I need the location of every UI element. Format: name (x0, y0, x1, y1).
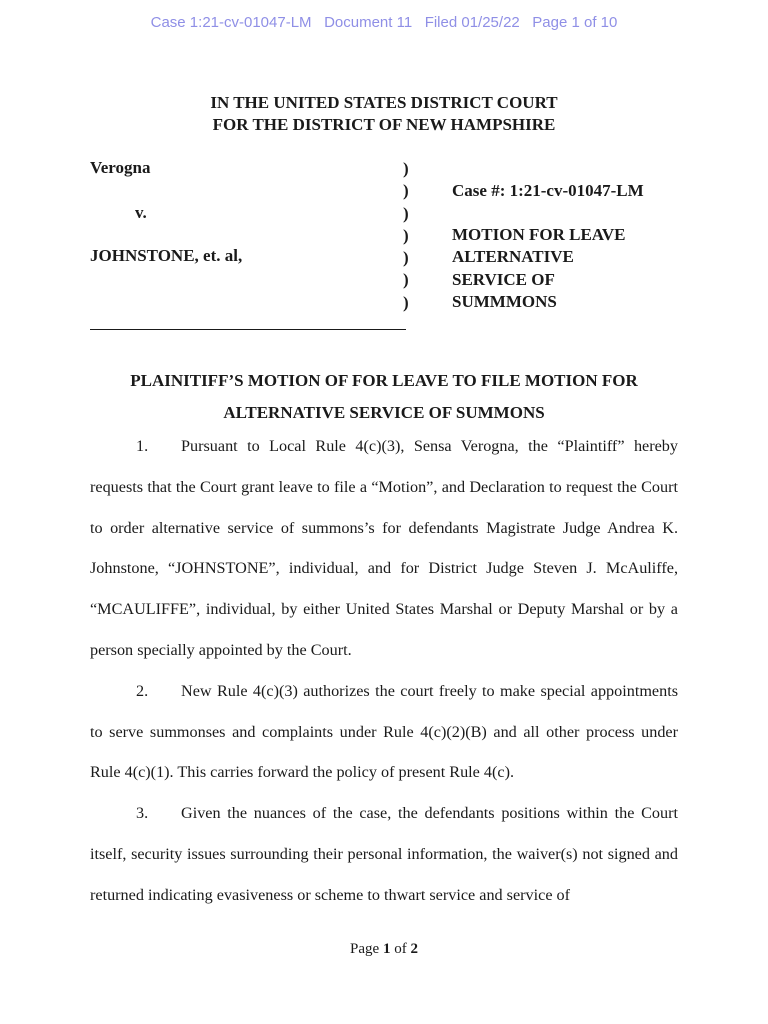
caption-motion-line: ALTERNATIVE (452, 247, 574, 267)
footer-page-word: Page (350, 941, 380, 957)
paragraph-number: 1. (136, 437, 149, 455)
caption-paren: ) (403, 248, 409, 268)
paragraph-number: 2. (136, 681, 149, 700)
ecf-filing-header (0, 14, 768, 31)
caption-paren: ) (403, 270, 409, 290)
numbered-paragraph (90, 671, 678, 793)
caption-versus: v. (135, 203, 147, 222)
paragraph-text: Given the nuances of the case, the defendants positions within the Court itself, security issues surrounding their personal information, the waiver(s) not signed and returned indicating evasiveness or scheme to thwart service and service of (90, 804, 678, 904)
caption-paren-column (403, 158, 409, 314)
caption-paren: ) (403, 181, 409, 201)
caption-defendant: JOHNSTONE, et. al, (90, 246, 243, 265)
motion-title (0, 365, 768, 429)
page-footer (0, 941, 768, 958)
numbered-paragraph (90, 426, 678, 671)
caption-motion-line: SERVICE OF (452, 269, 555, 289)
caption-case-number: Case #: 1:21-cv-01047-LM (452, 181, 644, 200)
court-title-line-1: IN THE UNITED STATES DISTRICT COURT (210, 93, 558, 112)
court-title (0, 92, 768, 136)
paragraph-text: New Rule 4(c)(3) authorizes the court freely to make special appointments to serve summonses and complaints under Rule 4(c)(2)(B) and all other process under Rule 4(c)(1). This carries forward the policy of present Rule 4(c). (90, 681, 678, 782)
caption-motion-line: MOTION FOR LEAVE (452, 225, 626, 244)
motion-title-line-1: PLAINITIFF’S MOTION OF FOR LEAVE TO FILE MOTION FOR (130, 371, 638, 390)
paragraph-number: 3. (136, 804, 149, 823)
caption-paren: ) (403, 203, 409, 223)
numbered-paragraph (90, 793, 678, 915)
ecf-filed-date: Filed 01/25/22 (424, 14, 520, 31)
caption-divider (90, 329, 406, 330)
caption-paren: ) (403, 159, 409, 178)
paragraph-text: Pursuant to Local Rule 4(c)(3), Sensa Verogna, the “Plaintiff” hereby requests that the Court grant leave to file a “Motion”, and Declaration to request the Court to order alternative service of summons’s for defendants Magistrate Judge Andrea K. Johnstone, “JOHNSTONE”, individual, and for District Judge Steven J. McAuliffe, “MCAULIFFE”, individual, by either United States Marshal or Deputy Marshal or by a person specially appointed by the Court. (90, 437, 678, 659)
ecf-document-number: Document 11 (324, 14, 413, 31)
ecf-case-number: Case 1:21-cv-01047-LM (150, 14, 312, 31)
caption-motion-line: SUMMMONS (452, 291, 557, 311)
caption-plaintiff: Verogna (90, 158, 151, 177)
caption-motion-type (452, 224, 626, 313)
caption-paren: ) (403, 225, 409, 245)
court-title-line-2: FOR THE DISTRICT OF NEW HAMPSHIRE (212, 115, 556, 134)
caption-paren: ) (403, 292, 409, 312)
motion-title-line-2: ALTERNATIVE SERVICE OF SUMMONS (223, 403, 545, 422)
motion-body (90, 426, 678, 916)
footer-page-total: 2 (410, 941, 418, 957)
footer-of-word: of (394, 941, 407, 957)
footer-page-number: 1 (382, 941, 391, 957)
ecf-page-count: Page 1 of 10 (532, 14, 618, 31)
